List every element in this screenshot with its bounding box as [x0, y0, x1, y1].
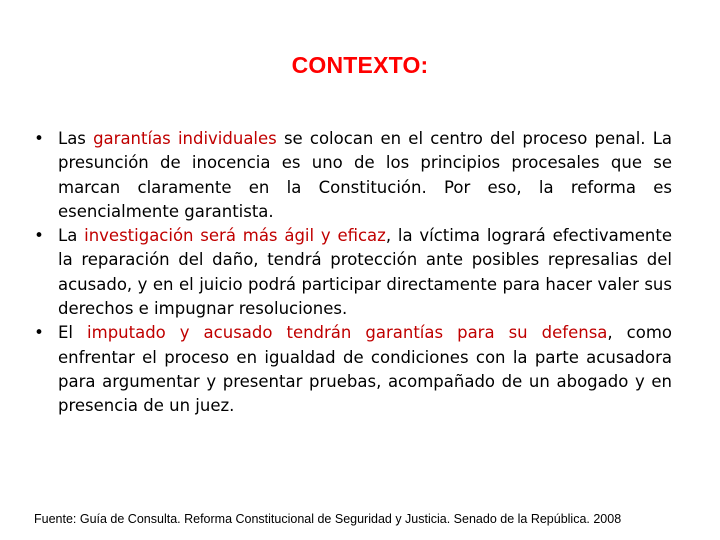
- bullet-item: [30, 224, 672, 321]
- bullet-icon: •: [34, 129, 44, 148]
- bullet-item: [30, 321, 672, 418]
- bullet-item: [30, 127, 672, 224]
- bullet-highlight: garantías individuales: [93, 129, 277, 148]
- bullet-highlight: imputado y acusado tendrán garantías para su defensa: [87, 323, 608, 343]
- bullet-text-body: , la víctima logrará efectivamente la reparación del daño, tendrá protección ante posibles represalias del acusado, y en el juicio podrá participar directamente para hacer valer sus derechos e impugnar resoluciones.: [58, 226, 672, 319]
- bullet-icon: •: [34, 323, 44, 343]
- bullet-list: [30, 127, 672, 419]
- bullet-text-lead: La: [58, 226, 85, 246]
- bullet-text-lead: El: [58, 323, 88, 343]
- bullet-text-lead: Las: [58, 129, 94, 148]
- source-footnote: Fuente: Guía de Consulta. Reforma Constitucional de Seguridad y Justicia. Senado de la República. 2008: [34, 512, 622, 526]
- bullet-icon: •: [34, 226, 44, 246]
- bullet-text-body: , como enfrentar el proceso en igualdad de condiciones con la parte acusadora para argumentar y presentar pruebas, acompañado de un abogado y en presencia de un juez.: [58, 323, 672, 416]
- slide-title: CONTEXTO:: [291, 52, 429, 78]
- bullet-highlight: investigación será más ágil y eficaz: [84, 226, 386, 246]
- bullet-text-body: se colocan en el centro del proceso penal. La presunción de inocencia es uno de los principios procesales que se marcan claramente en la Constitución. Por eso, la reforma es esencialmente garantista.: [58, 129, 672, 221]
